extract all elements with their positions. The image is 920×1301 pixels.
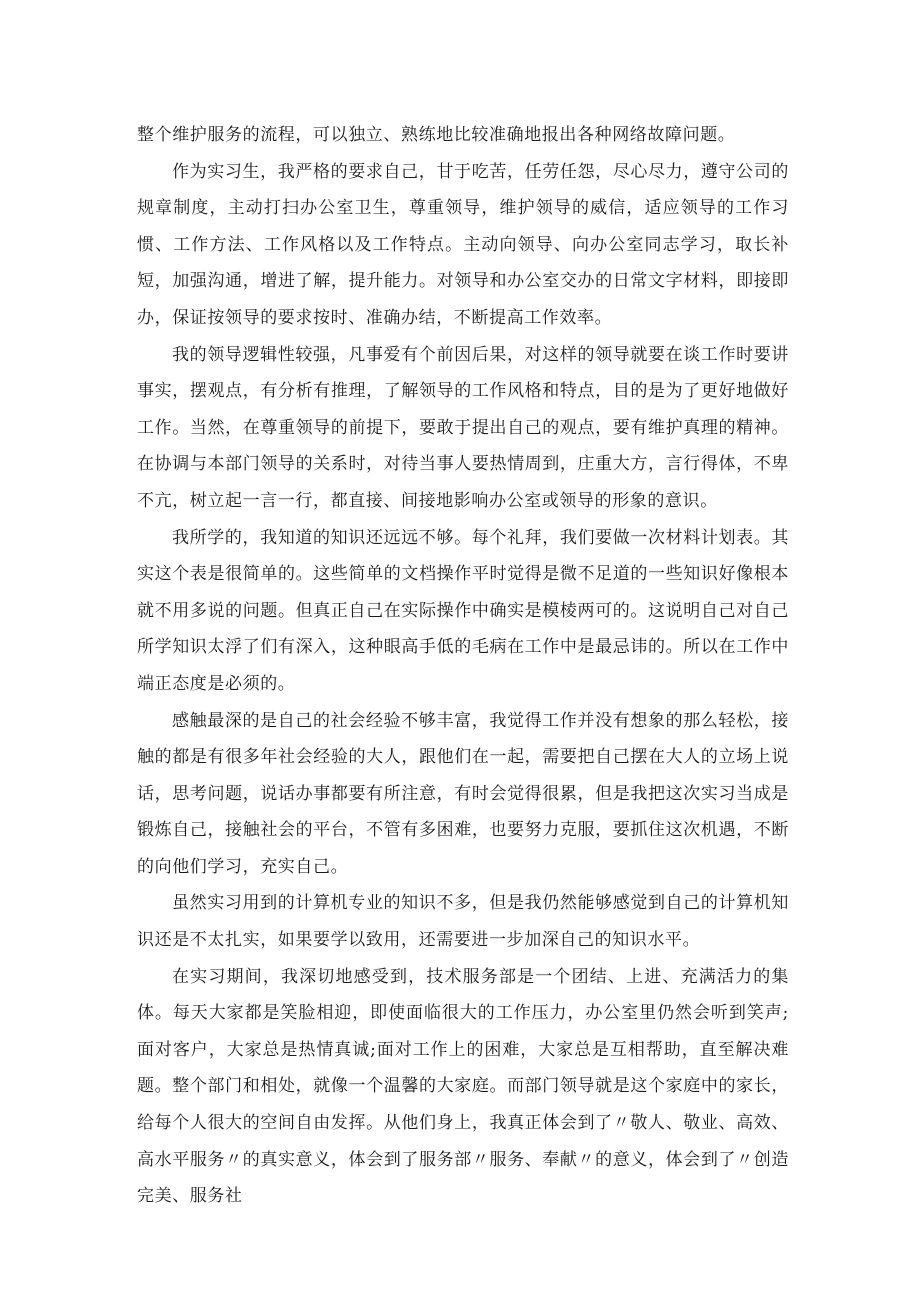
paragraph-3: 我的领导逻辑性较强，凡事爱有个前因后果，对这样的领导就要在谈工作时要讲事实，摆观点，有分析有推理，了解领导的工作风格和特点，目的是为了更好地做好工作。当然，在尊重领导的前提下，要敢于提出自己的观点，要有维护真理的精神。在协调与本部门领导的关系时，对待当事人要热情周到，庄重大方，言行得体，不卑不亢，树立起一言一行，都直接、间接地影响办公室或领导的形象的意识。 <box>137 344 789 511</box>
paragraph-5: 感触最深的是自己的社会经验不够丰富，我觉得工作并没有想象的那么轻松，接触的都是有很多年社会经验的大人，跟他们在一起，需要把自己摆在大人的立场上说话，思考问题，说话办事都要有所注意，有时会觉得很累，但是我把这次实习当成是锻炼自己，接触社会的平台，不管有多困难，也要努力克服，要抓住这次机遇，不断的向他们学习，充实自己。 <box>137 710 789 877</box>
paragraph-6: 虽然实习用到的计算机专业的知识不多，但是我仍然能够感觉到自己的计算机知识还是不太扎实，如果要学以致用，还需要进一步加深自己的知识水平。 <box>137 893 789 951</box>
paragraph-1: 整个维护服务的流程，可以独立、熟练地比较准确地报出各种网络故障问题。 <box>137 125 736 145</box>
document-body <box>137 117 789 1215</box>
paragraph-4: 我所学的，我知道的知识还远远不够。每个礼拜，我们要做一次材料计划表。其实这个表是很简单的。这些简单的文档操作平时觉得是微不足道的一些知识好像根本就不用多说的问题。但真正自己在实际操作中确实是模棱两可的。这说明自己对自己所学知识太浮了们有深入，这种眼高手低的毛病在工作中是最忌讳的。所以在工作中端正态度是必须的。 <box>137 527 789 694</box>
paragraph-2: 作为实习生，我严格的要求自己，甘于吃苦，任劳任怨，尽心尽力，遵守公司的规章制度，主动打扫办公室卫生，尊重领导，维护领导的威信，适应领导的工作习惯、工作方法、工作风格以及工作特点。主动向领导、向办公室同志学习，取长补短，加强沟通，增进了解，提升能力。对领导和办公室交办的日常文字材料，即接即办，保证按领导的要求按时、准确办结，不断提高工作效率。 <box>137 161 789 328</box>
paragraph-7: 在实习期间，我深切地感受到，技术服务部是一个团结、上进、充满活力的集体。每天大家都是笑脸相迎，即使面临很大的工作压力，办公室里仍然会听到笑声;面对客户，大家总是热情真诚;面对工作上的困难，大家总是互相帮助，直至解决难题。整个部门和相处，就像一个温馨的大家庭。而部门领导就是这个家庭中的家长，给每个人很大的空间自由发挥。从他们身上，我真正体会到了〃敬人、敬业、高效、高水平服务〃的真实意义，体会到了服务部〃服务、奉献〃的意义，体会到了〃创造完美、服务社 <box>137 966 789 1207</box>
